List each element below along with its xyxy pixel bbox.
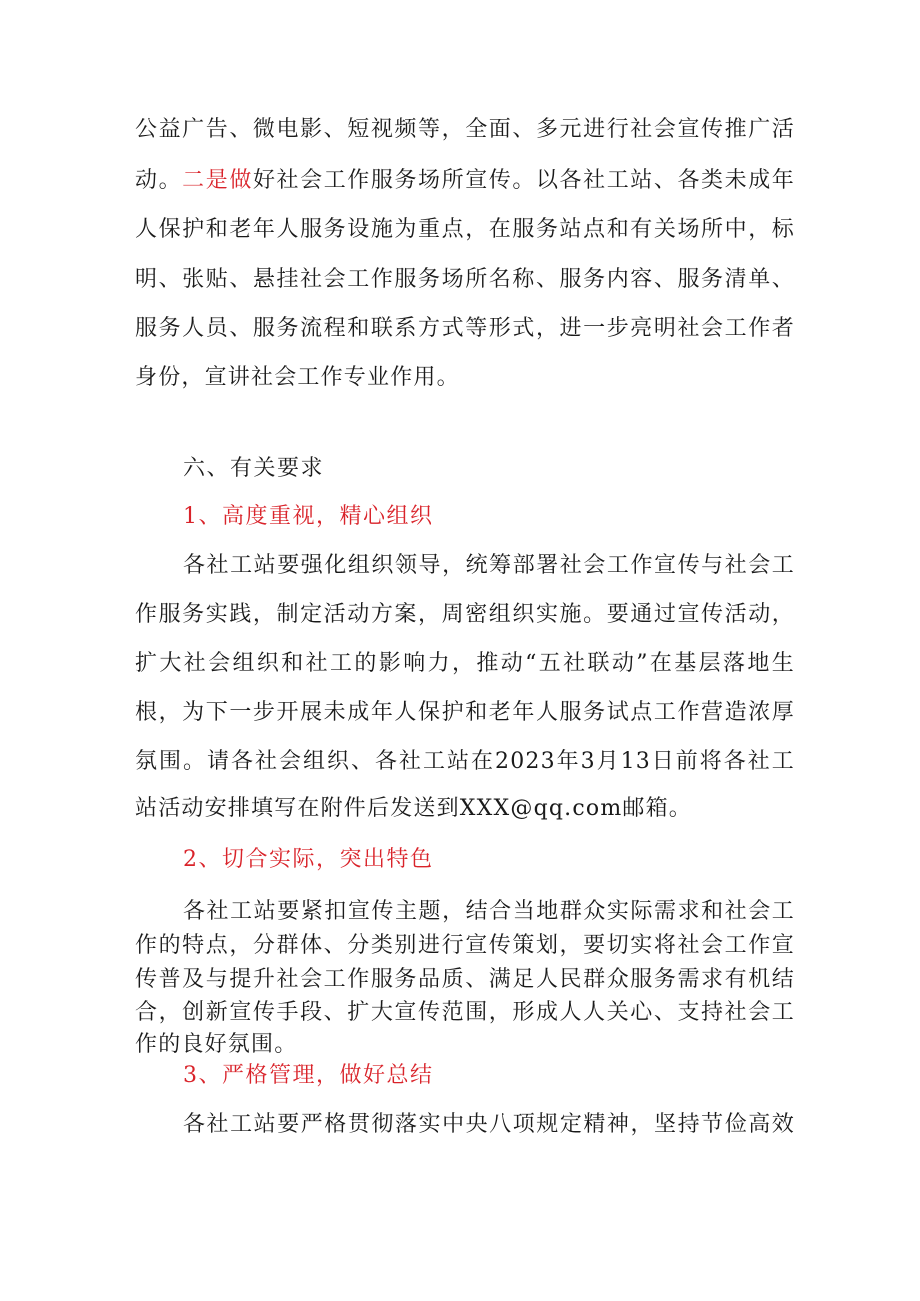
text-run: 动。	[135, 168, 183, 193]
subsection-heading: 2、切合实际，突出特色	[183, 847, 434, 872]
paragraph-line: 扩大社会组织和社工的影响力，推动“五社联动”在基层落地生	[135, 651, 795, 676]
paragraph-line: 明、张贴、悬挂社会工作服务场所名称、服务内容、服务清单、	[135, 267, 795, 292]
paragraph-line: 传普及与提升社会工作服务品质、满足人民群众服务需求有机结	[135, 967, 795, 992]
paragraph-line: 服务人员、服务流程和联系方式等形式，进一步亮明社会工作者	[135, 316, 795, 341]
paragraph-line	[135, 164, 795, 198]
paragraph-line: 氛围。请各社会组织、各社工站在2023年3月13日前将各社工	[135, 749, 795, 774]
section-heading: 六、有关要求	[183, 456, 325, 481]
paragraph-line: 作的特点，分群体、分类别进行宣传策划，要切实将社会工作宣	[135, 933, 795, 958]
text-run: 好社会工作服务场所宣传。以各社工站、各类未成年	[252, 168, 795, 193]
paragraph-line: 作的良好氛围。	[135, 1032, 298, 1057]
paragraph-line: 作服务实践，制定活动方案，周密组织实施。要通过宣传活动，	[135, 602, 795, 627]
subsection-heading: 3、严格管理，做好总结	[183, 1063, 434, 1088]
subsection-heading: 1、高度重视，精心组织	[183, 504, 434, 529]
paragraph-line: 各社工站要紧扣宣传主题，结合当地群众实际需求和社会工	[183, 899, 795, 924]
paragraph-line: 合，创新宣传手段、扩大宣传范围，形成人人关心、支持社会工	[135, 1000, 795, 1025]
paragraph-line: 身份，宣讲社会工作专业作用。	[135, 365, 460, 390]
paragraph-line: 公益广告、微电影、短视频等，全面、多元进行社会宣传推广活	[135, 117, 795, 142]
paragraph-line: 站活动安排填写在附件后发送到XXX@qq.com邮箱。	[135, 796, 692, 821]
paragraph-line: 各社工站要强化组织领导，统筹部署社会工作宣传与社会工	[183, 553, 795, 578]
paragraph-line: 各社工站要严格贯彻落实中央八项规定精神，坚持节俭高效	[183, 1112, 795, 1137]
paragraph-line: 人保护和老年人服务设施为重点，在服务站点和有关场所中，标	[135, 217, 795, 242]
highlight-text: 二是做	[182, 168, 253, 193]
paragraph-line: 根，为下一步开展未成年人保护和老年人服务试点工作营造浓厚	[135, 700, 795, 725]
